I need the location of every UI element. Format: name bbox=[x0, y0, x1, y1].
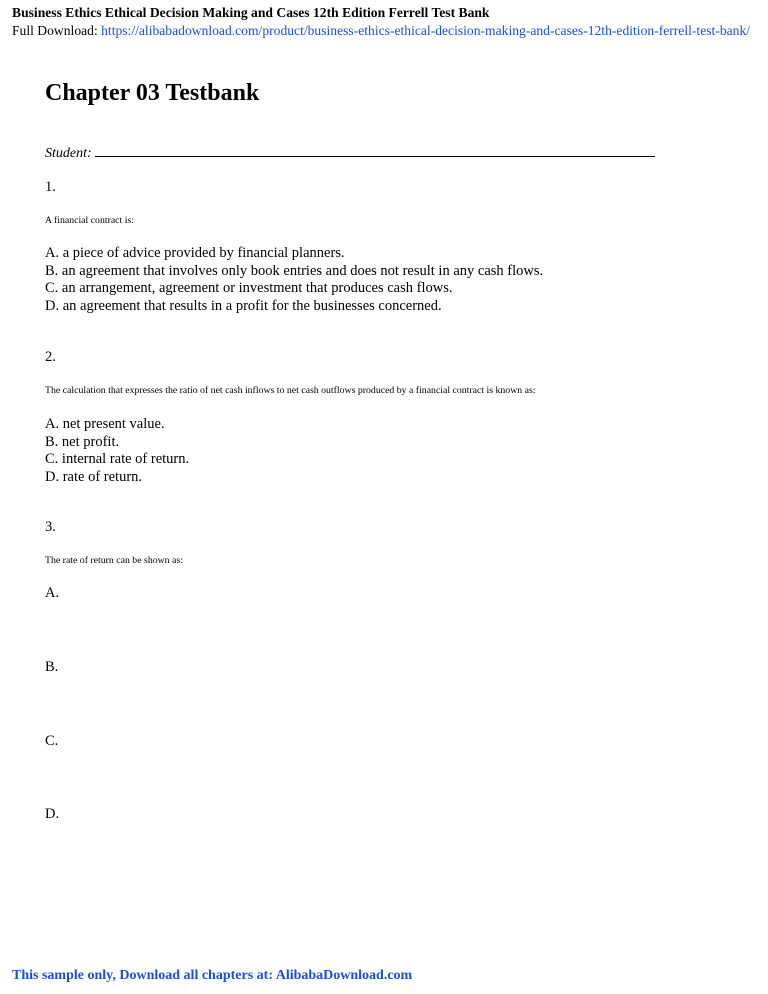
question-1-option-a: A. a piece of advice provided by financial planners. bbox=[45, 245, 345, 261]
question-1-option-b: B. an agreement that involves only book entries and does not result in any cash flows. bbox=[45, 262, 544, 279]
question-1-number: 1. bbox=[45, 179, 56, 195]
full-download-link[interactable]: https://alibabadownload.com/product/business-ethics-ethical-decision-making-and-cases-12th-edition-ferrell-test-bank/ bbox=[101, 23, 751, 38]
full-download-label: Full Download: bbox=[12, 23, 102, 38]
question-3-text: The rate of return can be shown as: bbox=[45, 555, 183, 566]
question-1-options bbox=[45, 245, 543, 315]
question-3-option-a: A. bbox=[45, 585, 60, 601]
student-label: Student: bbox=[45, 146, 92, 161]
student-name-blank bbox=[95, 141, 655, 157]
question-3-option-d: D. bbox=[45, 806, 60, 822]
question-3-option-c: C. bbox=[45, 733, 59, 749]
student-field bbox=[45, 141, 655, 162]
question-2-option-d: D. rate of return. bbox=[45, 468, 143, 485]
question-2-option-c: C. internal rate of return. bbox=[45, 451, 190, 467]
question-2-options bbox=[45, 416, 189, 486]
question-2-option-a: A. net present value. bbox=[45, 416, 165, 432]
question-2-number: 2. bbox=[45, 349, 56, 365]
question-1-option-d: D. an agreement that results in a profit for the businesses concerned. bbox=[45, 297, 442, 314]
question-1-option-c: C. an arrangement, agreement or investment that produces cash flows. bbox=[45, 280, 453, 296]
chapter-title: Chapter 03 Testbank bbox=[45, 80, 260, 106]
question-3-number: 3. bbox=[45, 519, 56, 535]
question-2-text: The calculation that expresses the ratio of net cash inflows to net cash outflows produced by a financial contract is known as: bbox=[45, 385, 536, 396]
question-2-option-b: B. net profit. bbox=[45, 433, 120, 450]
question-1-text: A financial contract is: bbox=[45, 215, 134, 226]
question-3-option-b: B. bbox=[45, 659, 59, 675]
header-title: Business Ethics Ethical Decision Making and Cases 12th Edition Ferrell Test Bank bbox=[12, 5, 490, 20]
full-download-line bbox=[12, 23, 750, 39]
footer-download-link[interactable]: This sample only, Download all chapters at: AlibabaDownload.com bbox=[12, 968, 413, 983]
